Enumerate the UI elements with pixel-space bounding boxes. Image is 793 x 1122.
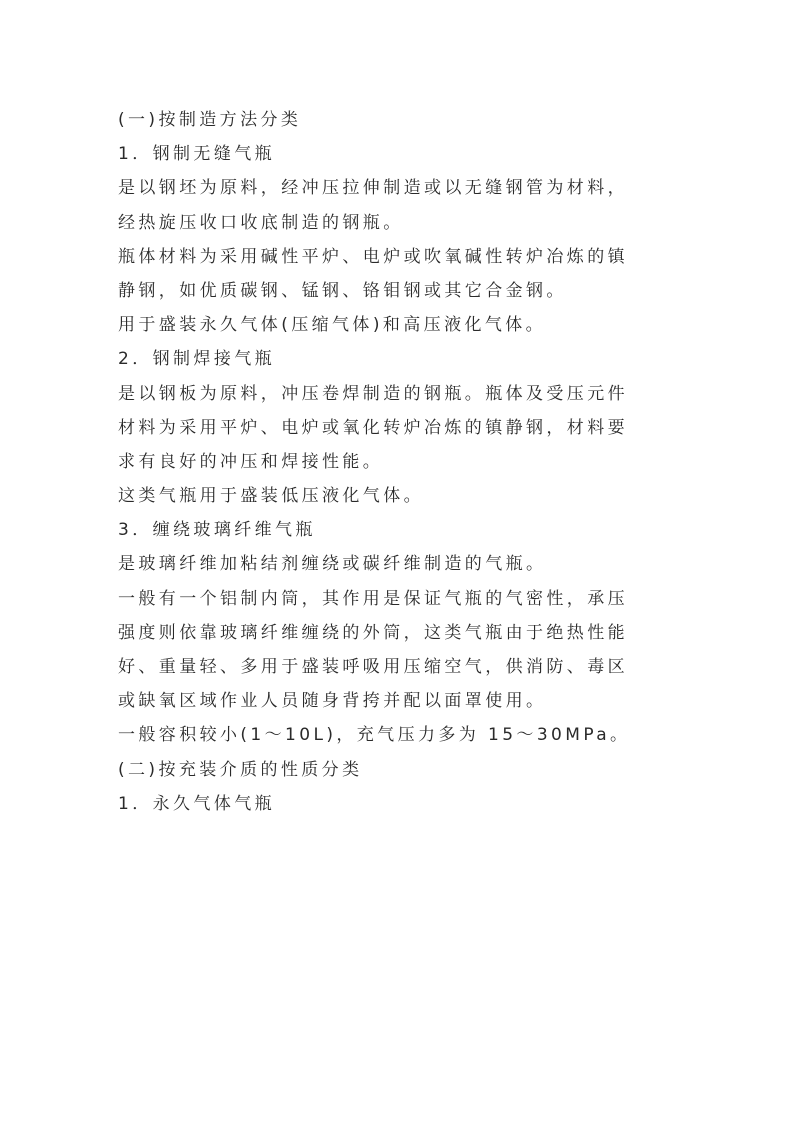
paragraph-line: 是以钢坯为原料，经冲压拉伸制造或以无缝钢管为材料， <box>118 178 628 199</box>
paragraph-line: 这类气瓶用于盛装低压液化气体。 <box>118 486 424 507</box>
item-heading-fiberglass-wound-cylinder: 3．缠绕玻璃纤维气瓶 <box>118 520 316 541</box>
section-heading-filling-medium: (二)按充装介质的性质分类 <box>118 759 363 780</box>
item-heading-welded-steel-cylinder: 2．钢制焊接气瓶 <box>118 349 276 370</box>
paragraph-line: 经热旋压收口收底制造的钢瓶。 <box>118 212 404 233</box>
section-heading-manufacturing-method: (一)按制造方法分类 <box>118 110 302 130</box>
document-page <box>118 103 678 821</box>
paragraph-line: 用于盛装永久气体(压缩气体)和高压液化气体。 <box>118 315 547 336</box>
paragraph-line: 或缺氧区域作业人员随身背挎并配以面罩使用。 <box>118 691 547 712</box>
paragraph-line: 静钢，如优质碳钢、锰钢、铬钼钢或其它合金钢。 <box>118 280 567 301</box>
paragraph-line: 强度则依靠玻璃纤维缠绕的外筒，这类气瓶由于绝热性能 <box>118 622 628 643</box>
item-heading-permanent-gas-cylinder: 1．永久气体气瓶 <box>118 793 276 814</box>
paragraph-line: 材料为采用平炉、电炉或氧化转炉冶炼的镇静钢，材料要 <box>118 417 628 438</box>
paragraph-line: 好、重量轻、多用于盛装呼吸用压缩空气，供消防、毒区 <box>118 657 628 677</box>
paragraph-line: 求有良好的冲压和焊接性能。 <box>118 451 384 472</box>
paragraph-line: 是以钢板为原料，冲压卷焊制造的钢瓶。瓶体及受压元件 <box>118 383 628 404</box>
paragraph-line: 是玻璃纤维加粘结剂缠绕或碳纤维制造的气瓶。 <box>118 554 547 575</box>
paragraph-line: 一般容积较小(1～10L)，充气压力多为 15～30MPa。 <box>118 725 631 746</box>
paragraph-line: 瓶体材料为采用碱性平炉、电炉或吹氧碱性转炉冶炼的镇 <box>118 246 628 267</box>
paragraph-line: 一般有一个铝制内筒，其作用是保证气瓶的气密性，承压 <box>118 588 628 609</box>
item-heading-seamless-steel-cylinder: 1．钢制无缝气瓶 <box>118 144 276 165</box>
